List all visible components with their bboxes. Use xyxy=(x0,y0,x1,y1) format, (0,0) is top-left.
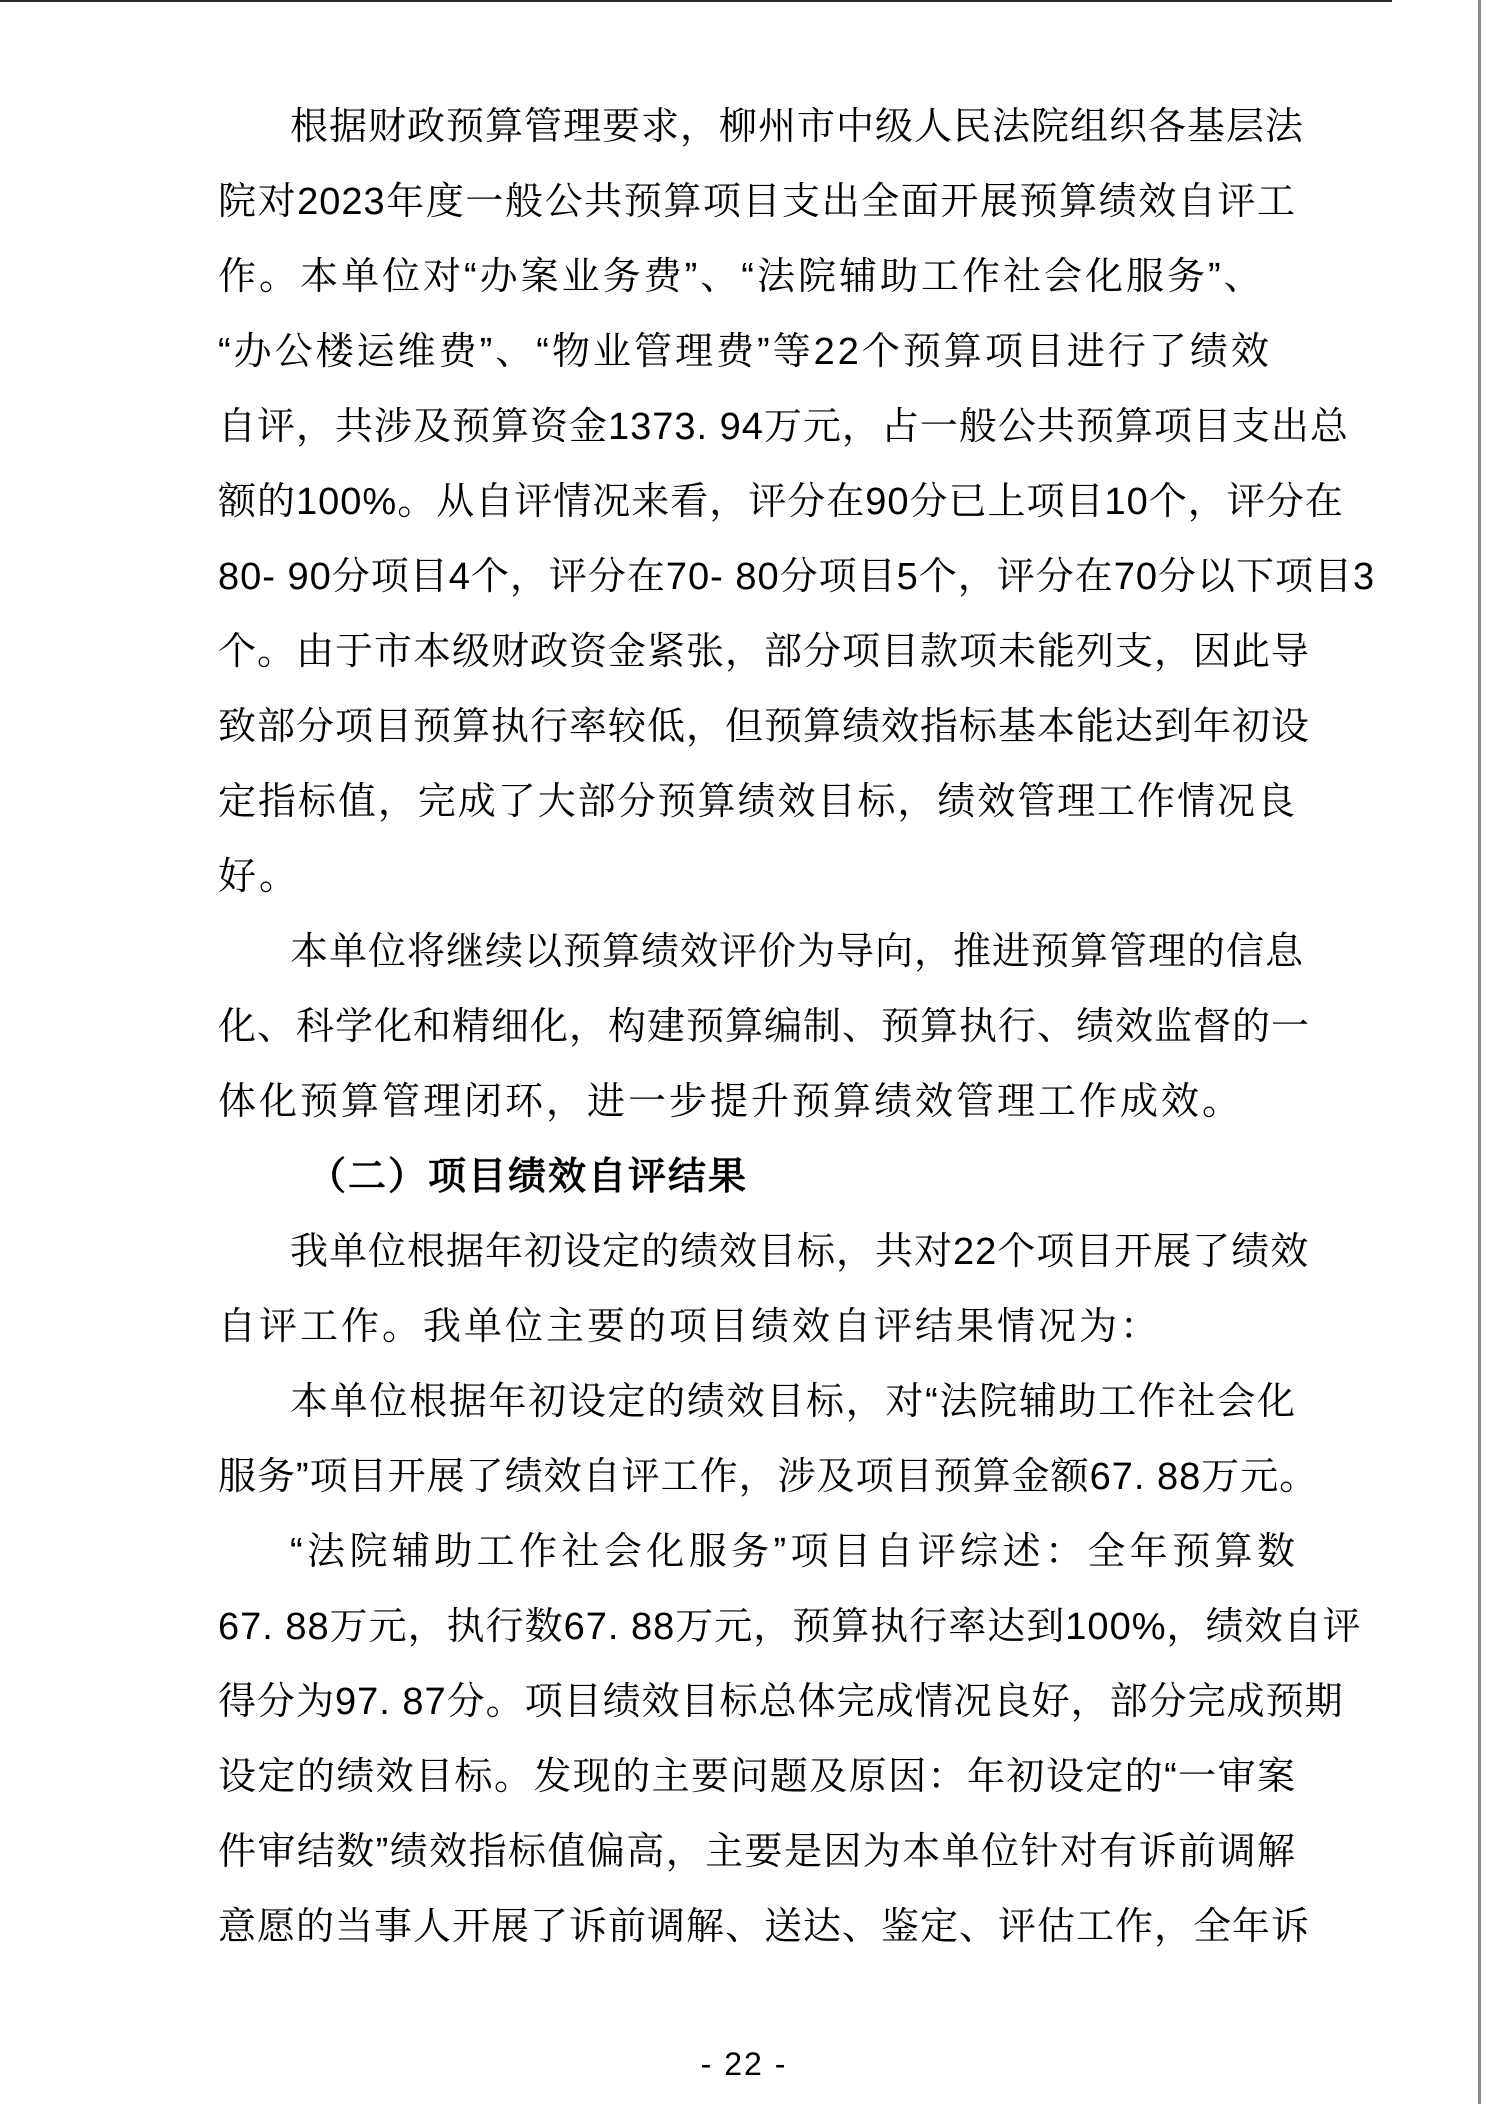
text-line: 自评，共涉及预算资金1373. 94万元，占一般公共预算项目支出总 xyxy=(218,406,1349,448)
text-line: 本单位将继续以预算绩效评价为导向，推进预算管理的信息 xyxy=(290,931,1305,973)
text-line: 院对2023年度一般公共预算项目支出全面开展预算绩效自评工 xyxy=(218,181,1296,223)
text-line: 作。本单位对“办案业务费”、“法院辅助工作社会化服务”、 xyxy=(218,256,1265,298)
top-edge-line xyxy=(0,0,1392,2)
text-line: 我单位根据年初设定的绩效目标，共对22个项目开展了绩效 xyxy=(290,1231,1310,1273)
text-line: 个。由于市本级财政资金紧张，部分项目款项未能列支，因此导 xyxy=(218,631,1311,673)
text-line: 设定的绩效目标。发现的主要问题及原因：年初设定的“一审案 xyxy=(218,1756,1296,1798)
page-right-border xyxy=(1478,0,1481,2104)
text-line: 致部分项目预算执行率较低，但预算绩效指标基本能达到年初设 xyxy=(218,706,1311,748)
document-text xyxy=(218,90,1376,1965)
section-heading: （二）项目绩效自评结果 xyxy=(308,1156,749,1198)
text-line: 好。 xyxy=(218,856,301,898)
text-line: 额的100%。从自评情况来看，评分在90分已上项目10个，评分在 xyxy=(218,481,1344,523)
text-line: 定指标值，完成了大部分预算绩效目标，绩效管理工作情况良 xyxy=(218,781,1296,823)
text-line: “法院辅助工作社会化服务”项目自评综述：全年预算数 xyxy=(290,1531,1296,1573)
text-line: 意愿的当事人开展了诉前调解、送达、鉴定、评估工作，全年诉 xyxy=(218,1906,1311,1948)
text-line: 化、科学化和精细化，构建预算编制、预算执行、绩效监督的一 xyxy=(218,1006,1311,1048)
text-line: 80- 90分项目4个，评分在70- 80分项目5个，评分在70分以下项目3 xyxy=(218,556,1376,598)
text-line: 本单位根据年初设定的绩效目标，对“法院辅助工作社会化 xyxy=(290,1381,1296,1423)
text-line: 服务”项目开展了绩效自评工作，涉及项目预算金额67. 88万元。 xyxy=(218,1456,1319,1498)
page-number: - 22 - xyxy=(700,2046,788,2082)
text-line: 自评工作。我单位主要的项目绩效自评结果情况为： xyxy=(218,1306,1162,1348)
text-line: 根据财政预算管理要求，柳州市中级人民法院组织各基层法 xyxy=(290,106,1305,148)
text-line: 体化预算管理闭环，进一步提升预算绩效管理工作成效。 xyxy=(218,1081,1244,1123)
text-line: 件审结数”绩效指标值偏高，主要是因为本单位针对有诉前调解 xyxy=(218,1831,1296,1873)
text-line: “办公楼运维费”、“物业管理费”等22个预算项目进行了绩效 xyxy=(218,331,1272,373)
text-line: 得分为97. 87分。项目绩效目标总体完成情况良好，部分完成预期 xyxy=(218,1681,1344,1723)
text-line: 67. 88万元，执行数67. 88万元，预算执行率达到100%，绩效自评 xyxy=(218,1606,1362,1648)
